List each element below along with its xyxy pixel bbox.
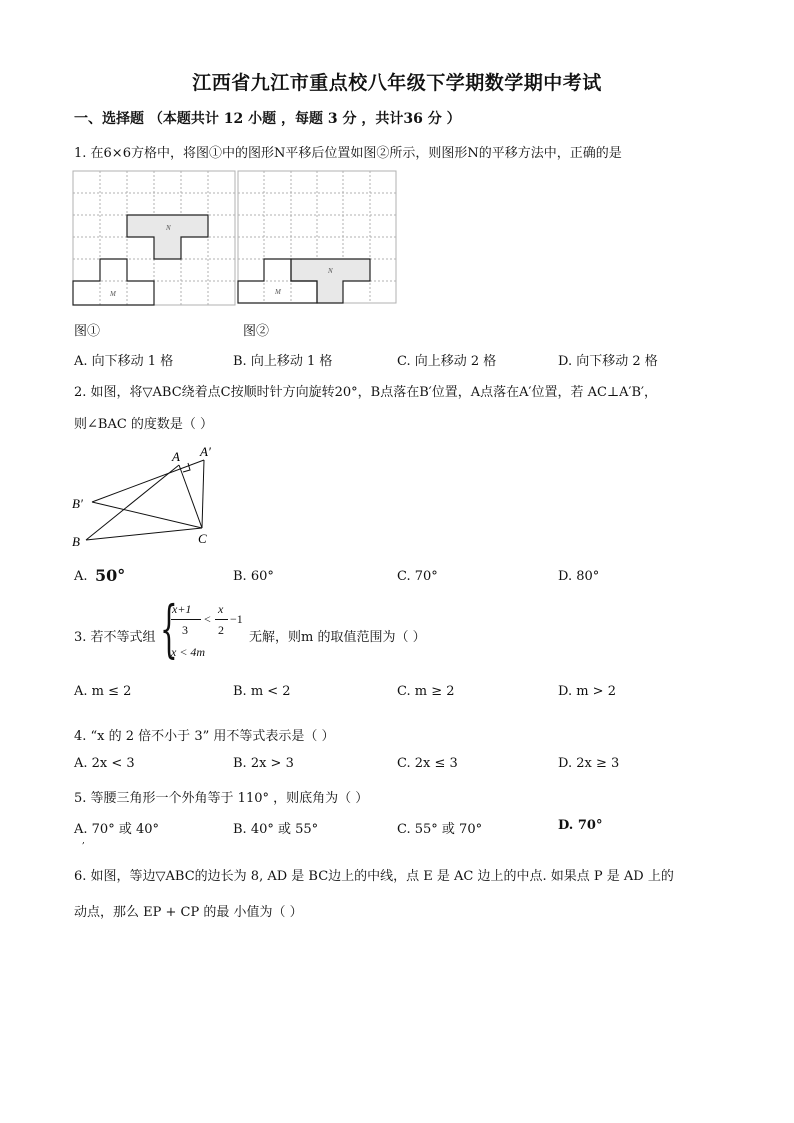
question-2-figure (70, 442, 230, 552)
label-n-1: N (166, 224, 171, 232)
ineq1-right-numerator: x (218, 602, 224, 616)
q5-option-c[interactable]: C. 55° 或 70° (397, 822, 483, 837)
question-6-stem-line2: 动点，那么 EP + CP 的最 小值为（ ） (74, 905, 303, 920)
section-heading: 一、选择题 （本题共计 12 小题 ，每题 3 分 ，共计36 分 ） (74, 111, 461, 127)
point-b: B (72, 534, 80, 549)
q3-option-c[interactable]: C. m ≥ 2 (397, 684, 455, 699)
ineq1-minus-one: −1 (230, 612, 243, 626)
q4-option-a[interactable]: A. 2x < 3 (74, 756, 135, 771)
q1-option-d[interactable]: D. 向下移动 2 格 (558, 354, 658, 369)
stray-mark: , (82, 836, 85, 846)
q4-option-b[interactable]: B. 2x > 3 (233, 756, 294, 771)
q2-option-a-value[interactable]: 50° (95, 566, 126, 585)
q5-option-a[interactable]: A. 70° 或 40° (74, 822, 160, 837)
ineq2: x < 4m (171, 645, 206, 659)
q5-option-d[interactable]: D. 70° (558, 818, 603, 833)
ineq1-less-than: < (204, 612, 211, 626)
question-5-stem: 5. 等腰三角形一个外角等于 110° ，则底角为（ ） (74, 791, 369, 806)
point-c: C (198, 531, 207, 546)
question-1-stem: 1. 在6×6方格中，将图①中的图形N平移后位置如图②所示，则图形N的平移方法中，正确的是 (74, 146, 622, 161)
question-3-suffix: 无解，则m 的取值范围为（ ） (249, 630, 426, 645)
label-n-2: N (328, 267, 333, 275)
q1-option-a[interactable]: A. 向下移动 1 格 (74, 354, 174, 369)
shape-m-figure-1 (73, 259, 154, 305)
shape-n-figure-1 (127, 215, 208, 259)
ineq1-left-fraction-bar (171, 619, 201, 620)
point-a: A (172, 449, 180, 464)
figure-1-label: 图① (74, 324, 101, 339)
q2-option-b[interactable]: B. 60° (233, 569, 274, 584)
label-m-1: M (110, 290, 116, 298)
q3-option-b[interactable]: B. m < 2 (233, 684, 291, 699)
ineq1-left-numerator: x+1 (172, 602, 192, 616)
q2-option-c[interactable]: C. 70° (397, 569, 438, 584)
ineq1-left-denominator: 3 (182, 623, 188, 637)
q3-option-d[interactable]: D. m > 2 (558, 684, 616, 699)
q4-option-c[interactable]: C. 2x ≤ 3 (397, 756, 458, 771)
point-a-prime: A′ (200, 444, 211, 459)
q2-option-d[interactable]: D. 80° (558, 569, 600, 584)
q1-option-c[interactable]: C. 向上移动 2 格 (397, 354, 497, 369)
q4-option-d[interactable]: D. 2x ≥ 3 (558, 756, 620, 771)
question-6-stem-line1: 6. 如图，等边▽ABC的边长为 8, AD 是 BC边上的中线，点 E 是 AC 边上的中点. 如果点 P 是 AD 上的 (74, 869, 674, 884)
question-2-stem-line2: 则∠BAC 的度数是（ ） (74, 417, 214, 432)
system-brace: { (160, 592, 178, 665)
page-title: 江西省九江市重点校八年级下学期数学期中考试 (192, 72, 602, 94)
question-1-figure (72, 170, 402, 310)
ineq1-right-fraction-bar (215, 619, 228, 620)
point-b-prime: B′ (72, 496, 83, 511)
q3-option-a[interactable]: A. m ≤ 2 (74, 684, 132, 699)
q1-option-b[interactable]: B. 向上移动 1 格 (233, 354, 333, 369)
q2-option-a-label[interactable]: A. (74, 569, 88, 584)
label-m-2: M (275, 288, 281, 296)
question-4-stem: 4. “x 的 2 倍不小于 3” 用不等式表示是（ ） (74, 729, 335, 744)
ineq1-right-denominator: 2 (218, 623, 224, 637)
q5-option-b[interactable]: B. 40° 或 55° (233, 822, 319, 837)
question-2-stem-line1: 2. 如图，将▽ABC绕着点C按顺时针方向旋转20°，B点落在B′位置，A点落在A′位置，若 AC⊥A′B′， (74, 385, 657, 400)
question-3-prefix: 3. 若不等式组 (74, 630, 156, 645)
figure-2-label: 图② (243, 324, 270, 339)
